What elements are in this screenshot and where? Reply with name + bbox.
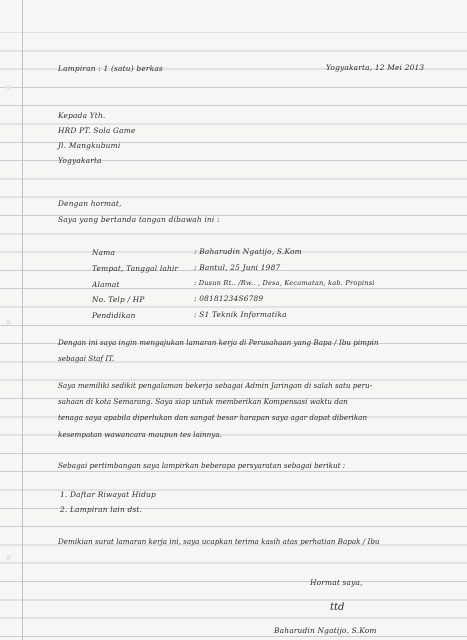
paragraph-2-line-1: Saya memiliki sedikit pengalaman bekerja sebagai Admin Jaringan di salah satu peru- — [58, 381, 373, 390]
paragraph-3: Sebagai pertimbangan saya lampirkan beberapa persyaratan sebagai berikut : — [58, 461, 346, 470]
recipient-line-4: Yogyakarta — [58, 156, 102, 165]
field-value-address: : Dusun Rt.. /Rw.. , Desa, Kecamatan, kab. Propinsi — [194, 279, 375, 287]
field-label-phone: No. Telp / HP — [92, 295, 145, 304]
field-value-name: : Baharudin Ngatijo, S.Kom — [194, 247, 302, 256]
recipient-line-3: Jl. Mangkubumi — [58, 141, 121, 150]
recipient-line-1: Kepada Yth. — [58, 111, 106, 120]
field-value-education: : S1 Teknik Informatika — [194, 310, 287, 319]
paragraph-2-line-2: sahaan di kota Semarang. Saya siap untuk memberikan Kompensasi waktu dan — [58, 397, 348, 406]
field-value-birth: : Bantul, 25 Juni 1987 — [194, 263, 281, 272]
recipient-line-2: HRD PT. Sola Game — [58, 126, 136, 135]
field-label-name: Nama — [92, 248, 116, 257]
place-date: Yogyakarta, 12 Mei 2013 — [326, 63, 425, 72]
margin-line — [22, 0, 23, 640]
paper-top-blank — [0, 0, 467, 30]
attachment-list-item-1: 1. Daftar Riwayat Hidup — [60, 490, 156, 499]
paragraph-2-line-3: tenaga saya apabila diperlukan dan sangat besar harapan saya agar dapat diberikan — [58, 413, 368, 422]
closing-text: Demikian surat lamaran kerja ini, saya ucapkan terima kasih atas perhatian Bapak / Ibu — [58, 537, 380, 546]
paragraph-1-line-2: sebagai Staf IT. — [58, 354, 115, 363]
paragraph-2-line-4: kesempatan wawancara maupun tes lainnya. — [58, 430, 222, 439]
field-label-address: Alamat — [92, 280, 120, 289]
signature: ttd — [330, 602, 345, 613]
salutation: Dengan hormat, — [58, 199, 122, 208]
paragraph-1-line-1: Dengan ini saya ingin mengajukan lamaran kerja di Perusahaan yang Bapa / Ibu pimpin — [58, 338, 379, 347]
field-value-phone: : 08181234S6789 — [194, 294, 264, 303]
attachment-list-item-2: 2. Lampiran lain dst. — [60, 505, 143, 514]
signer-name: Baharudin Ngatijo, S.Kom — [274, 626, 377, 635]
intro-text: Saya yang bertanda tangan dibawah ini : — [58, 215, 220, 224]
attachment-line: Lampiran : 1 (satu) berkas — [58, 64, 163, 73]
regards: Hormat saya, — [310, 578, 363, 587]
field-label-education: Pendidikan — [92, 311, 136, 320]
field-label-birth: Tempat, Tanggal lahir — [92, 264, 179, 273]
